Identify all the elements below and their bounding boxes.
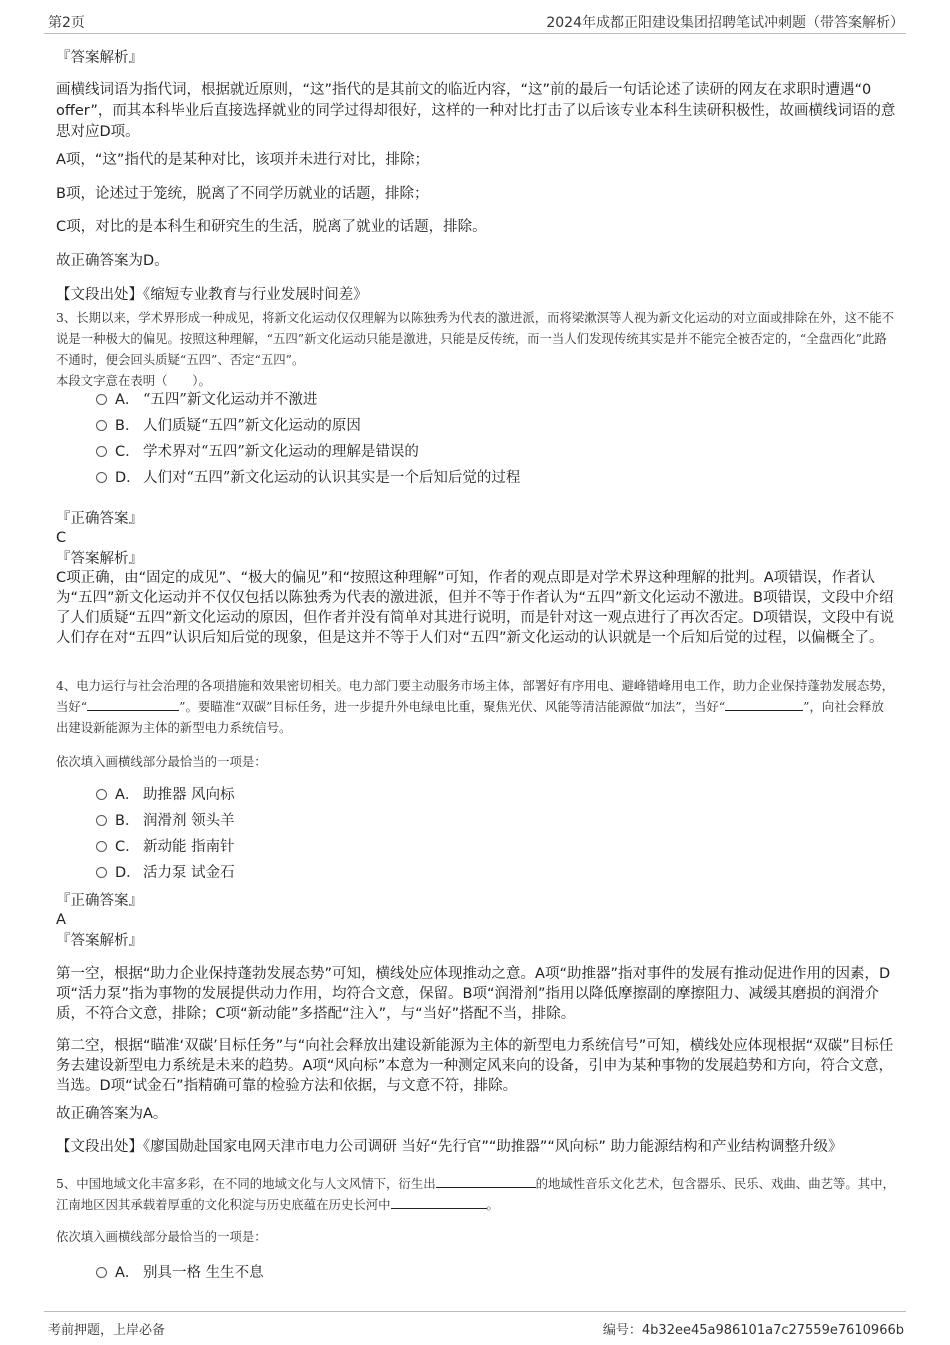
blank-line bbox=[87, 697, 179, 711]
blank-line bbox=[725, 697, 803, 711]
q3-option-a[interactable]: A． “五四”新文化运动并不激进 bbox=[96, 389, 317, 411]
q2-source: 【文段出处】《缩短专业教育与行业发展时间差》 bbox=[56, 287, 368, 303]
footer-divider bbox=[44, 1311, 906, 1312]
q2-analysis-option-b: B项，论述过于笼统，脱离了不同学历就业的话题，排除； bbox=[56, 186, 429, 202]
q4-source: 【文段出处】《廖国勋赴国家电网天津市电力公司调研 当好“先行官”“助推器”“风向标” 助力能源结构和产业结构调整升级》 bbox=[56, 1139, 843, 1155]
q2-conclusion: 故正确答案为D。 bbox=[56, 253, 169, 269]
q3-stem: 3、长期以来，学术界形成一种成见，将新文化运动仅仅理解为以陈独秀为代表的激进派，而将梁漱溟等人视为新文化运动的对立面或排除在外，这不能不说是一种极大的偏见。按照这种理解，“五四”新文化运动只能是激进，只能是反传统，而一当人们发现传统其实是并不能完全被否定的，“全盘西化”此路不通时，便会回头质疑“五四”、否定“五四”。 bbox=[56, 310, 895, 367]
q5-stem: 5、中国地域文化丰富多彩，在不同的地域文化与人文风情下，衍生出 的地域性音乐文化艺术，包含器乐、民乐、戏曲、曲艺等。其中，江南地区因其承载着厚重的文化积淀与历史底蕴在历史长河中 。 bbox=[56, 1176, 895, 1212]
blank-line bbox=[436, 1174, 536, 1188]
q2-analysis-label: 『答案解析』 bbox=[56, 50, 143, 66]
q3-analysis-label: 『答案解析』 bbox=[56, 551, 143, 567]
q4-option-c[interactable]: C． 新动能 指南针 bbox=[96, 836, 235, 858]
radio-icon[interactable] bbox=[96, 1267, 107, 1278]
q4-conclusion: 故正确答案为A。 bbox=[56, 1106, 168, 1122]
page-footer bbox=[0, 1305, 950, 1345]
document-title: 2024年成都正阳建设集团招聘笔试冲刺题（带答案解析） bbox=[546, 15, 904, 31]
footer-slogan: 考前押题，上岸必备 bbox=[48, 1323, 166, 1338]
document-serial: 编号：4b32ee45a986101a7c27559e7610966b bbox=[602, 1323, 904, 1338]
page-number: 第2页 bbox=[48, 15, 85, 31]
q5-option-a[interactable]: A． 别具一格 生生不息 bbox=[96, 1262, 264, 1284]
q2-analysis-option-c: C项，对比的是本科生和研究生的生活，脱离了就业的话题，排除。 bbox=[56, 219, 487, 235]
q2-analysis-option-a: A项，“这”指代的是某种对比，该项并未进行对比，排除； bbox=[56, 152, 429, 168]
q3-ask: 本段文字意在表明（ ）。 bbox=[56, 373, 211, 388]
q3-option-d[interactable]: D． 人们对“五四”新文化运动的认识其实是一个后知后觉的过程 bbox=[96, 467, 520, 489]
q3-option-b[interactable]: B． 人们质疑“五四”新文化运动的原因 bbox=[96, 415, 361, 437]
radio-icon[interactable] bbox=[96, 446, 107, 457]
q3-answer: C bbox=[56, 530, 67, 546]
q5-ask: 依次填入画横线部分最恰当的一项是： bbox=[56, 1229, 267, 1244]
q4-option-d[interactable]: D． 活力泵 试金石 bbox=[96, 862, 235, 884]
q3-option-c[interactable]: C． 学术界对“五四”新文化运动的理解是错误的 bbox=[96, 441, 419, 463]
radio-icon[interactable] bbox=[96, 472, 107, 483]
radio-icon[interactable] bbox=[96, 420, 107, 431]
radio-icon[interactable] bbox=[96, 815, 107, 826]
radio-icon[interactable] bbox=[96, 394, 107, 405]
q4-analysis-second-blank: 第二空，根据“瞄准‘双碳’目标任务”与“向社会释放出建设新能源为主体的新型电力系统信号”可知，横线处应体现根据“双碳”目标任务去建设新型电力系统是未来的趋势。A项“风向标”本意为一种测定风来向的设备，引申为某种事物的发展趋势和方向，符合文意，当选。D项“试金石”指精确可靠的检验方法和依据，与文意不符，排除。 bbox=[56, 1038, 894, 1094]
header-divider bbox=[44, 33, 906, 34]
q4-answer: A bbox=[56, 912, 66, 928]
q4-option-a[interactable]: A． 助推器 风向标 bbox=[96, 784, 235, 806]
q4-analysis-label: 『答案解析』 bbox=[56, 933, 143, 949]
q4-ask: 依次填入画横线部分最恰当的一项是： bbox=[56, 754, 267, 769]
blank-line bbox=[391, 1195, 487, 1209]
q4-option-b[interactable]: B． 润滑剂 领头羊 bbox=[96, 810, 235, 832]
radio-icon[interactable] bbox=[96, 867, 107, 878]
radio-icon[interactable] bbox=[96, 789, 107, 800]
q3-analysis: C项正确，由“固定的成见”、“极大的偏见”和“按照这种理解”可知，作者的观点即是对学术界这种理解的批判。A项错误，作者认为“五四”新文化运动并不仅仅包括以陈独秀为代表的激进派，但并不等于作者认为“五四”新文化运动不激进。B项错误，文段中介绍了人们质疑“五四”新文化运动的原因，但作者并没有简单对其进行说明，而是针对这一观点进行了再次否定。D项错误，文段中有说人们存在对“五四”认识后知后觉的现象，但是这并不等于人们对“五四”新文化运动的认识就是一个后知后觉的过程，以偏概全了。 bbox=[56, 570, 895, 646]
q4-answer-label: 『正确答案』 bbox=[56, 893, 143, 909]
q4-stem: 4、电力运行与社会治理的各项措施和效果密切相关。电力部门要主动服务市场主体，部署好有序用电、避峰错峰用电工作，助力企业保持蓬勃发展态势，当好“ ”。要瞄准“双碳”目标任务，进一步提升外电绿电比重，聚焦光伏、风能等清洁能源做“加法”，当好“ ”，向社会释放出建设新能源为主体的新型电力系统信号。 bbox=[56, 678, 895, 735]
q2-analysis-paragraph: 画横线词语为指代词，根据就近原则，“这”指代的是其前文的临近内容，“这”前的最后一句话论述了读研的网友在求职时遭遇“0 offer”，而其本科毕业后直接选择就业的同学过得却很好，这样的一种对比打击了以后该专业本科生读研积极性，故画横线词语的意思对应D项。 bbox=[56, 82, 896, 140]
q4-analysis-first-blank: 第一空，根据“助力企业保持蓬勃发展态势”可知，横线处应体现推动之意。A项“助推器”指对事件的发展有推动促进作用的因素，D项“活力泵”指为事物的发展提供动力作用，均符合文意，保留。B项“润滑剂”指用以降低摩擦副的摩擦阻力、减缓其磨损的润滑介质，不符合文意，排除；C项“新动能”多搭配“注入”，与“当好”搭配不当，排除。 bbox=[56, 966, 891, 1022]
page-header bbox=[0, 0, 950, 40]
radio-icon[interactable] bbox=[96, 841, 107, 852]
q3-answer-label: 『正确答案』 bbox=[56, 511, 143, 527]
